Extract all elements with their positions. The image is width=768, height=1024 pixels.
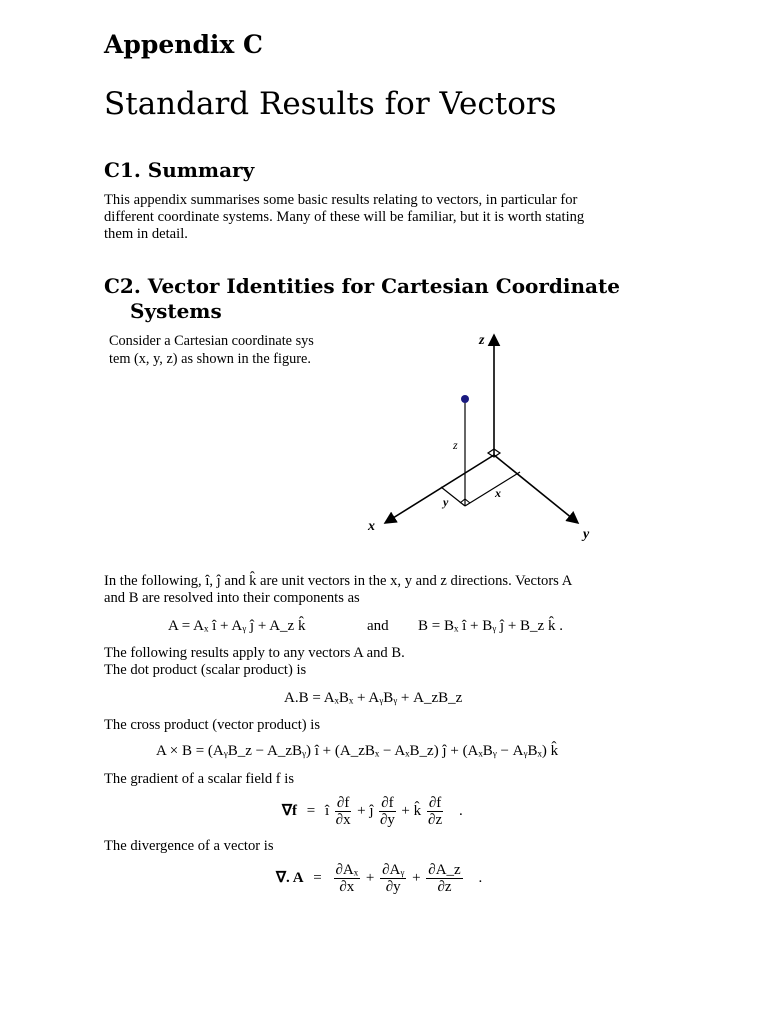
div-num-x: ∂Aₓ [335, 862, 359, 878]
div-frac-y [380, 862, 406, 895]
equation-B: B = Bₓ î + Bᵧ ĵ + B_z k̂ . [418, 618, 563, 634]
c2-intro-line1: Consider a Cartesian coordinate sys [109, 333, 314, 349]
grad-den-x: ∂x [335, 812, 351, 828]
equation-and: and [367, 618, 389, 634]
grad-lhs: ∇f [282, 802, 298, 819]
grad-plus-1: + [357, 802, 366, 819]
grad-frac-z [427, 795, 443, 828]
dot-product-intro: The dot product (scalar product) is [104, 662, 307, 678]
grad-den-y: ∂y [379, 812, 395, 828]
body-line1: In the following, î, ĵ and k̂ are unit vectors in the x, y and z directions. Vectors A [104, 573, 573, 589]
c1-line: different coordinate systems. Many of these will be familiar, but it is worth stating [104, 209, 585, 225]
dot-product-equation: A.B = AₓBₓ + AᵧBᵧ + A_zB_z [284, 690, 463, 706]
div-frac-z [426, 862, 462, 895]
grad-frac-x [335, 795, 351, 828]
grad-num-z: ∂f [428, 795, 442, 811]
grad-plus-2: + [401, 802, 410, 819]
grad-unit-j: ĵ [369, 802, 374, 819]
div-den-x: ∂x [339, 879, 355, 895]
c1-line: them in detail. [104, 226, 188, 242]
cross-product-intro: The cross product (vector product) is [104, 717, 320, 733]
axis-label-z: z [479, 333, 485, 348]
axis-label-y: y [583, 527, 590, 542]
proj-label-y: y [443, 495, 449, 509]
grad-unit-i: î [325, 802, 330, 819]
proj-label-x: x [495, 486, 501, 500]
grad-unit-k: k̂ [413, 802, 422, 819]
projection-x-line [465, 472, 520, 506]
grad-num-x: ∂f [336, 795, 350, 811]
div-num-z: ∂A_z [428, 862, 461, 878]
div-lhs: ∇. A [276, 869, 304, 886]
div-num-y: ∂Aᵧ [382, 862, 405, 878]
grad-den-z: ∂z [428, 812, 443, 828]
div-den-y: ∂y [385, 879, 401, 895]
c2-heading-line2: Systems [130, 299, 222, 323]
gradient-intro: The gradient of a scalar field f is [104, 771, 295, 787]
body-line2: and B are resolved into their components as [104, 590, 360, 606]
appendix-title: Appendix C [104, 30, 263, 59]
cross-product-equation: A × B = (AᵧB_z − A_zBᵧ) î + (A_zBₓ − AₓB_z) ĵ + (AₓBᵧ − AᵧBₓ) k̂ [156, 743, 559, 759]
c2-intro-line2: tem (x, y, z) as shown in the figure. [109, 351, 311, 367]
x-axis [385, 455, 494, 523]
c2-heading-line1: C2. Vector Identities for Cartesian Coordinate [104, 274, 620, 298]
any-vectors-line: The following results apply to any vectors A and B. [104, 645, 405, 661]
gradient-equation [282, 795, 463, 828]
div-eq-sign: = [313, 869, 322, 886]
div-end: . [478, 869, 483, 886]
grad-num-y: ∂f [381, 795, 394, 811]
div-frac-x [334, 862, 361, 895]
div-plus-1: + [365, 869, 375, 886]
chapter-title: Standard Results for Vectors [104, 86, 557, 122]
cartesian-axes-figure [360, 325, 600, 545]
grad-end: . [459, 802, 463, 819]
y-axis [494, 455, 578, 523]
grad-frac-y [379, 795, 395, 828]
div-plus-2: + [412, 869, 421, 886]
unit-vectors-paragraph [104, 573, 670, 607]
section-c1-heading: C1. Summary [104, 158, 255, 182]
c2-intro [109, 332, 314, 368]
section-c1-paragraph [104, 192, 668, 243]
c1-line: This appendix summarises some basic results relating to vectors, in particular for [104, 192, 578, 208]
equation-A: A = Aₓ î + Aᵧ ĵ + A_z k̂ [168, 618, 306, 634]
divergence-intro: The divergence of a vector is [104, 838, 274, 854]
proj-label-z: z [453, 438, 458, 452]
grad-eq-sign: = [306, 802, 316, 819]
axis-label-x: x [368, 519, 375, 534]
section-c2-heading [104, 274, 620, 324]
point-marker [461, 395, 469, 403]
divergence-equation [276, 862, 482, 895]
div-den-z: ∂z [437, 879, 452, 895]
